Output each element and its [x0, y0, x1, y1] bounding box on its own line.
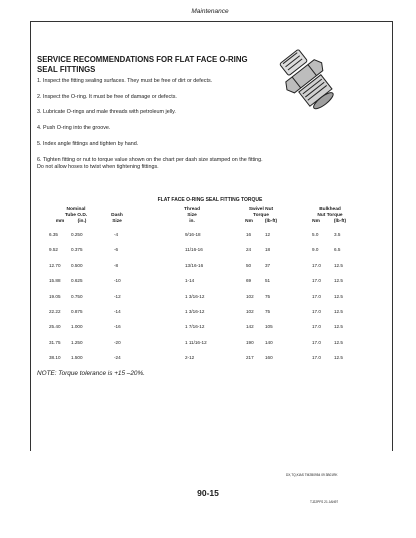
- cell-mm: 9.52: [49, 247, 58, 253]
- header-thread-size: Size: [187, 213, 197, 218]
- cell-swivel-lbft: 18: [265, 247, 271, 253]
- cell-dash-size: -8: [114, 262, 119, 268]
- header-in: (in.): [77, 219, 87, 224]
- cell-thread-size: 13/16-16: [185, 262, 204, 268]
- header-nominal: Nominal: [66, 207, 86, 212]
- cell-bulkhead-nm: 9.0: [312, 247, 319, 253]
- cell-swivel-nm: 217: [246, 355, 254, 361]
- header-dash: Dash: [111, 213, 123, 218]
- cell-swivel-lbft: 51: [265, 278, 271, 284]
- cell-dash-size: -24: [114, 355, 121, 361]
- step-4: 4. Push O-ring into the groove.: [37, 125, 111, 132]
- cell-thread-size: 1 11/16-12: [185, 339, 207, 345]
- step-3: 3. Lubricate O-rings and male threads with petroleum jelly.: [37, 109, 176, 116]
- cell-dash-size: -10: [114, 278, 121, 284]
- cell-dash-size: -14: [114, 309, 121, 314]
- cell-swivel-lbft: 37: [265, 262, 271, 268]
- header-bulkhead-nm: Nm: [312, 219, 320, 224]
- table-title: FLAT FACE O-RING SEAL FITTING TORQUE: [157, 197, 263, 203]
- header-thread-in: in.: [189, 219, 195, 224]
- header-tube-od: Tube O.D.: [64, 213, 88, 218]
- cell-thread-size: 1 7/16-12: [185, 324, 205, 330]
- cell-mm: 22.22: [49, 309, 61, 314]
- cell-mm: 12.70: [49, 262, 61, 268]
- header-bulkhead-lbft: (lb-ft): [333, 219, 347, 224]
- header-swivel-nm: Nm: [245, 219, 253, 224]
- fitting-illustration: [272, 44, 344, 118]
- cell-in: 0.250: [71, 232, 83, 237]
- cell-mm: 15.88: [49, 278, 61, 284]
- cell-in: 0.375: [71, 247, 83, 253]
- cell-bulkhead-lbft: 12.5: [334, 278, 343, 284]
- cell-thread-size: 1 3/16-12: [185, 309, 205, 314]
- cell-dash-size: -16: [114, 324, 121, 330]
- cell-in: 1.250: [71, 339, 83, 345]
- cell-swivel-lbft: 75: [265, 309, 271, 314]
- cell-mm: 25.40: [49, 324, 61, 330]
- header-swivel-torque: Torque: [253, 213, 269, 218]
- cell-bulkhead-lbft: 12.5: [334, 324, 343, 330]
- header-mm: mm: [55, 219, 65, 224]
- cell-bulkhead-lbft: 12.5: [334, 293, 343, 299]
- cell-bulkhead-nm: 17.0: [312, 293, 321, 299]
- cell-in: 0.875: [71, 309, 83, 314]
- cell-bulkhead-nm: 17.0: [312, 262, 321, 268]
- cell-mm: 31.75: [49, 339, 61, 345]
- cell-swivel-nm: 190: [246, 339, 254, 345]
- cell-swivel-nm: 69: [246, 278, 252, 284]
- header-swivel-nut: Swivel Nut: [248, 207, 274, 212]
- cell-bulkhead-lbft: 3.5: [334, 232, 341, 237]
- header-rule: [30, 21, 392, 22]
- cell-swivel-nm: 142: [246, 324, 254, 330]
- cell-dash-size: -6: [114, 247, 119, 253]
- cell-swivel-lbft: 12: [265, 232, 271, 237]
- cell-swivel-lbft: 75: [265, 293, 271, 299]
- cell-bulkhead-lbft: 12.5: [334, 262, 343, 268]
- cell-mm: 19.05: [49, 293, 61, 299]
- cell-bulkhead-nm: 5.0: [312, 232, 319, 237]
- header-dash-size: Size: [112, 219, 122, 224]
- cell-in: 0.625: [71, 278, 83, 284]
- cell-in: 0.750: [71, 293, 83, 299]
- cell-swivel-lbft: 160: [265, 355, 273, 361]
- header-swivel-lbft: (lb-ft): [264, 219, 278, 224]
- cell-swivel-nm: 50: [246, 262, 252, 268]
- cell-bulkhead-nm: 17.0: [312, 324, 321, 330]
- date-code: TJ22PFS 21 JAN97: [310, 500, 339, 504]
- step-5: 5. Index angle fittings and tighten by hand.: [37, 140, 139, 147]
- step-1: 1. Inspect the fitting sealing surfaces. They must be free of dirt or defects.: [37, 78, 213, 84]
- cell-bulkhead-nm: 17.0: [312, 355, 321, 361]
- cell-swivel-lbft: 140: [265, 339, 273, 345]
- page-number: 90-15: [197, 488, 219, 498]
- cell-dash-size: -12: [114, 293, 121, 299]
- cell-bulkhead-nm: 17.0: [312, 278, 321, 284]
- left-margin-rule: [30, 21, 31, 451]
- cell-thread-size: 2-12: [185, 355, 195, 361]
- cell-thread-size: 11/16-16: [185, 247, 203, 253]
- cell-bulkhead-nm: 17.0: [312, 309, 321, 314]
- torque-note: NOTE: Torque tolerance is +15 –20%.: [37, 370, 145, 377]
- cell-bulkhead-lbft: 12.5: [334, 355, 343, 361]
- cell-bulkhead-nm: 17.0: [312, 339, 321, 345]
- cell-bulkhead-lbft: 12.5: [334, 339, 343, 345]
- cell-swivel-lbft: 105: [265, 324, 273, 330]
- cell-dash-size: -4: [114, 232, 119, 237]
- reference-code: DX,TQ,KIAS TM2B0954 09 3B01RK: [286, 473, 338, 477]
- cell-dash-size: -20: [114, 339, 121, 345]
- cell-in: 0.500: [71, 262, 83, 268]
- section-title: SERVICE RECOMMENDATIONS FOR FLAT FACE O-RING SEAL FITTINGS: [37, 55, 248, 74]
- header-thread: Thread: [184, 207, 200, 212]
- right-margin-rule: [392, 21, 393, 451]
- page-header: Maintenance: [191, 8, 229, 15]
- header-bulkhead: Bulkhead: [319, 207, 341, 212]
- cell-thread-size: 1 3/16-12: [185, 293, 205, 299]
- cell-bulkhead-lbft: 12.5: [334, 309, 343, 314]
- cell-swivel-nm: 16: [246, 232, 252, 237]
- cell-swivel-nm: 102: [246, 309, 254, 314]
- cell-in: 1.000: [71, 324, 83, 330]
- cell-bulkhead-lbft: 6.5: [334, 247, 341, 253]
- cell-in: 1.500: [71, 355, 83, 361]
- cell-thread-size: 9/16-18: [185, 232, 201, 237]
- step-2: 2. Inspect the O-ring. It must be free of damage or defects.: [37, 93, 177, 100]
- cell-thread-size: 1-14: [185, 278, 195, 284]
- cell-swivel-nm: 102: [246, 293, 254, 299]
- steps-list: [37, 78, 265, 179]
- cell-swivel-nm: 24: [246, 247, 252, 253]
- cell-mm: 6.35: [49, 232, 58, 237]
- cell-mm: 38.10: [49, 355, 61, 361]
- header-bulkhead-torque: Nut Torque: [317, 213, 343, 218]
- step-6: 6. Tighten fitting or nut to torque value shown on the chart per dash size stamped on the fitting. Do not allow hoses to twist when tightening fittings.: [37, 156, 263, 170]
